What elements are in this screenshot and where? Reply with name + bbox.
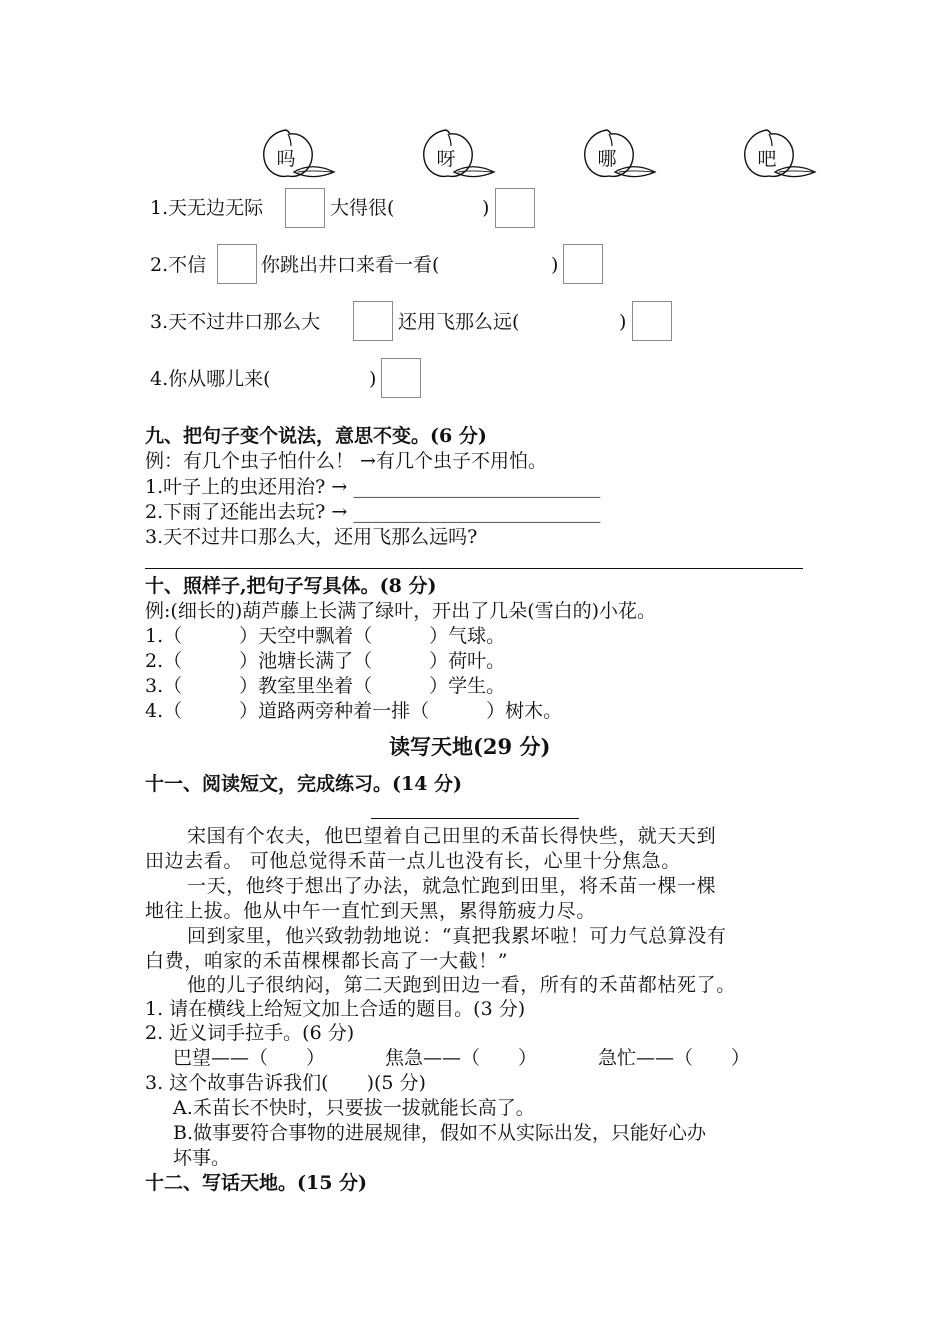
question-3: 3. 这个故事告诉我们( )(5 分) bbox=[145, 1072, 426, 1094]
reading-section-title: 读写天地(29 分) bbox=[389, 734, 551, 759]
question-2: 2. 近义词手拉手。(6 分) bbox=[145, 1022, 355, 1044]
section-10-item-3: 3.（ ）教室里坐着（ ）学生。 bbox=[145, 675, 506, 697]
answer-line bbox=[145, 568, 803, 569]
passage-line-7: 他的儿子很纳闷，第二天跑到田边一看，所有的禾苗都枯死了。 bbox=[187, 974, 736, 996]
fill-sentence-1-part-c: ) bbox=[482, 197, 490, 219]
fill-sentence-3-part-c: ) bbox=[619, 311, 627, 333]
section-10-item-1: 1.（ ）天空中飘着（ ）气球。 bbox=[145, 625, 506, 647]
answer-box[interactable] bbox=[381, 358, 421, 398]
passage-line-6: 白费，咱家的禾苗棵棵都长高了一大截！” bbox=[145, 950, 509, 972]
answer-box[interactable] bbox=[632, 301, 672, 341]
fill-sentence-3-part-a: 3.天不过井口那么大 bbox=[150, 311, 321, 333]
answer-box[interactable] bbox=[353, 301, 393, 341]
peach-icon-ma bbox=[258, 126, 338, 186]
question-1: 1. 请在横线上给短文加上合适的题目。(3 分) bbox=[145, 998, 526, 1020]
answer-box[interactable] bbox=[217, 244, 257, 284]
section-9-item-2: 2.下雨了还能出去玩? → __________________________ bbox=[145, 501, 601, 523]
peach-icon-na bbox=[579, 126, 659, 186]
peach-label: 哪 bbox=[597, 148, 617, 170]
section-9-example: 例：有几个虫子怕什么！ →有几个虫子不用怕。 bbox=[145, 450, 547, 472]
passage-line-4: 地往上拔。他从中午一直忙到天黑，累得筋疲力尽。 bbox=[145, 900, 596, 922]
section-10-item-4: 4.（ ）道路两旁种着一排（ ）树木。 bbox=[145, 700, 563, 722]
fill-sentence-4-part-a: 4.你从哪儿来( bbox=[150, 368, 271, 390]
section-9-item-3: 3.天不过井口那么大，还用飞那么远吗? bbox=[145, 526, 478, 548]
synonym-pair-3: 急忙——（ ） bbox=[598, 1047, 751, 1069]
section-9-item-1: 1.叶子上的虫还用治? → __________________________ bbox=[145, 476, 601, 498]
option-b-line-2: 坏事。 bbox=[173, 1147, 231, 1169]
passage-line-5: 回到家里，他兴致勃勃地说：“真把我累坏啦！可力气总算没有 bbox=[187, 925, 727, 947]
fill-sentence-1-part-a: 1.天无边无际 bbox=[150, 197, 264, 219]
synonym-pair-1: 巴望——（ ） bbox=[173, 1047, 326, 1069]
fill-sentence-4-part-c: ) bbox=[369, 368, 377, 390]
peach-label: 呀 bbox=[436, 148, 456, 170]
option-b-line-1: B.做事要符合事物的进展规律，假如不从实际出发，只能好心办 bbox=[173, 1122, 707, 1144]
fill-sentence-2-part-c: ) bbox=[551, 254, 559, 276]
section-10-item-2: 2.（ ）池塘长满了（ ）荷叶。 bbox=[145, 650, 506, 672]
passage-line-1: 宋国有个农夫，他巴望着自己田里的禾苗长得快些，就天天到 bbox=[187, 825, 717, 847]
section-10-example: 例:(细长的)葫芦藤上长满了绿叶，开出了几朵(雪白的)小花。 bbox=[145, 600, 657, 622]
answer-box[interactable] bbox=[495, 188, 535, 228]
peach-icon-ya bbox=[418, 126, 498, 186]
section-11-title: 十一、阅读短文，完成练习。(14 分) bbox=[145, 773, 463, 795]
fill-sentence-1-part-b: 大得很( bbox=[330, 197, 395, 219]
option-a: A.禾苗长不快时，只要拔一拔就能长高了。 bbox=[173, 1097, 535, 1119]
title-blank-line[interactable] bbox=[371, 818, 579, 819]
fill-sentence-2-part-a: 2.不信 bbox=[150, 254, 207, 276]
passage-line-3: 一天，他终于想出了办法，就急忙跑到田里，将禾苗一棵一棵 bbox=[187, 875, 717, 897]
passage-line-2: 田边去看。 可他总觉得禾苗一点儿也没有长，心里十分焦急。 bbox=[145, 850, 681, 872]
answer-box[interactable] bbox=[563, 244, 603, 284]
fill-sentence-3-part-b: 还用飞那么远( bbox=[398, 311, 520, 333]
section-12-title: 十二、写话天地。(15 分) bbox=[145, 1172, 368, 1194]
peach-icon-ba bbox=[739, 126, 819, 186]
peach-label: 吗 bbox=[276, 148, 296, 170]
fill-sentence-2-part-b: 你跳出井口来看一看( bbox=[261, 254, 440, 276]
synonym-pair-2: 焦急——（ ） bbox=[385, 1047, 538, 1069]
peach-label: 吧 bbox=[757, 148, 777, 170]
section-9-title: 九、把句子变个说法，意思不变。(6 分) bbox=[145, 425, 487, 447]
answer-box[interactable] bbox=[285, 188, 325, 228]
section-10-title: 十、照样子,把句子写具体。(8 分) bbox=[145, 575, 437, 597]
